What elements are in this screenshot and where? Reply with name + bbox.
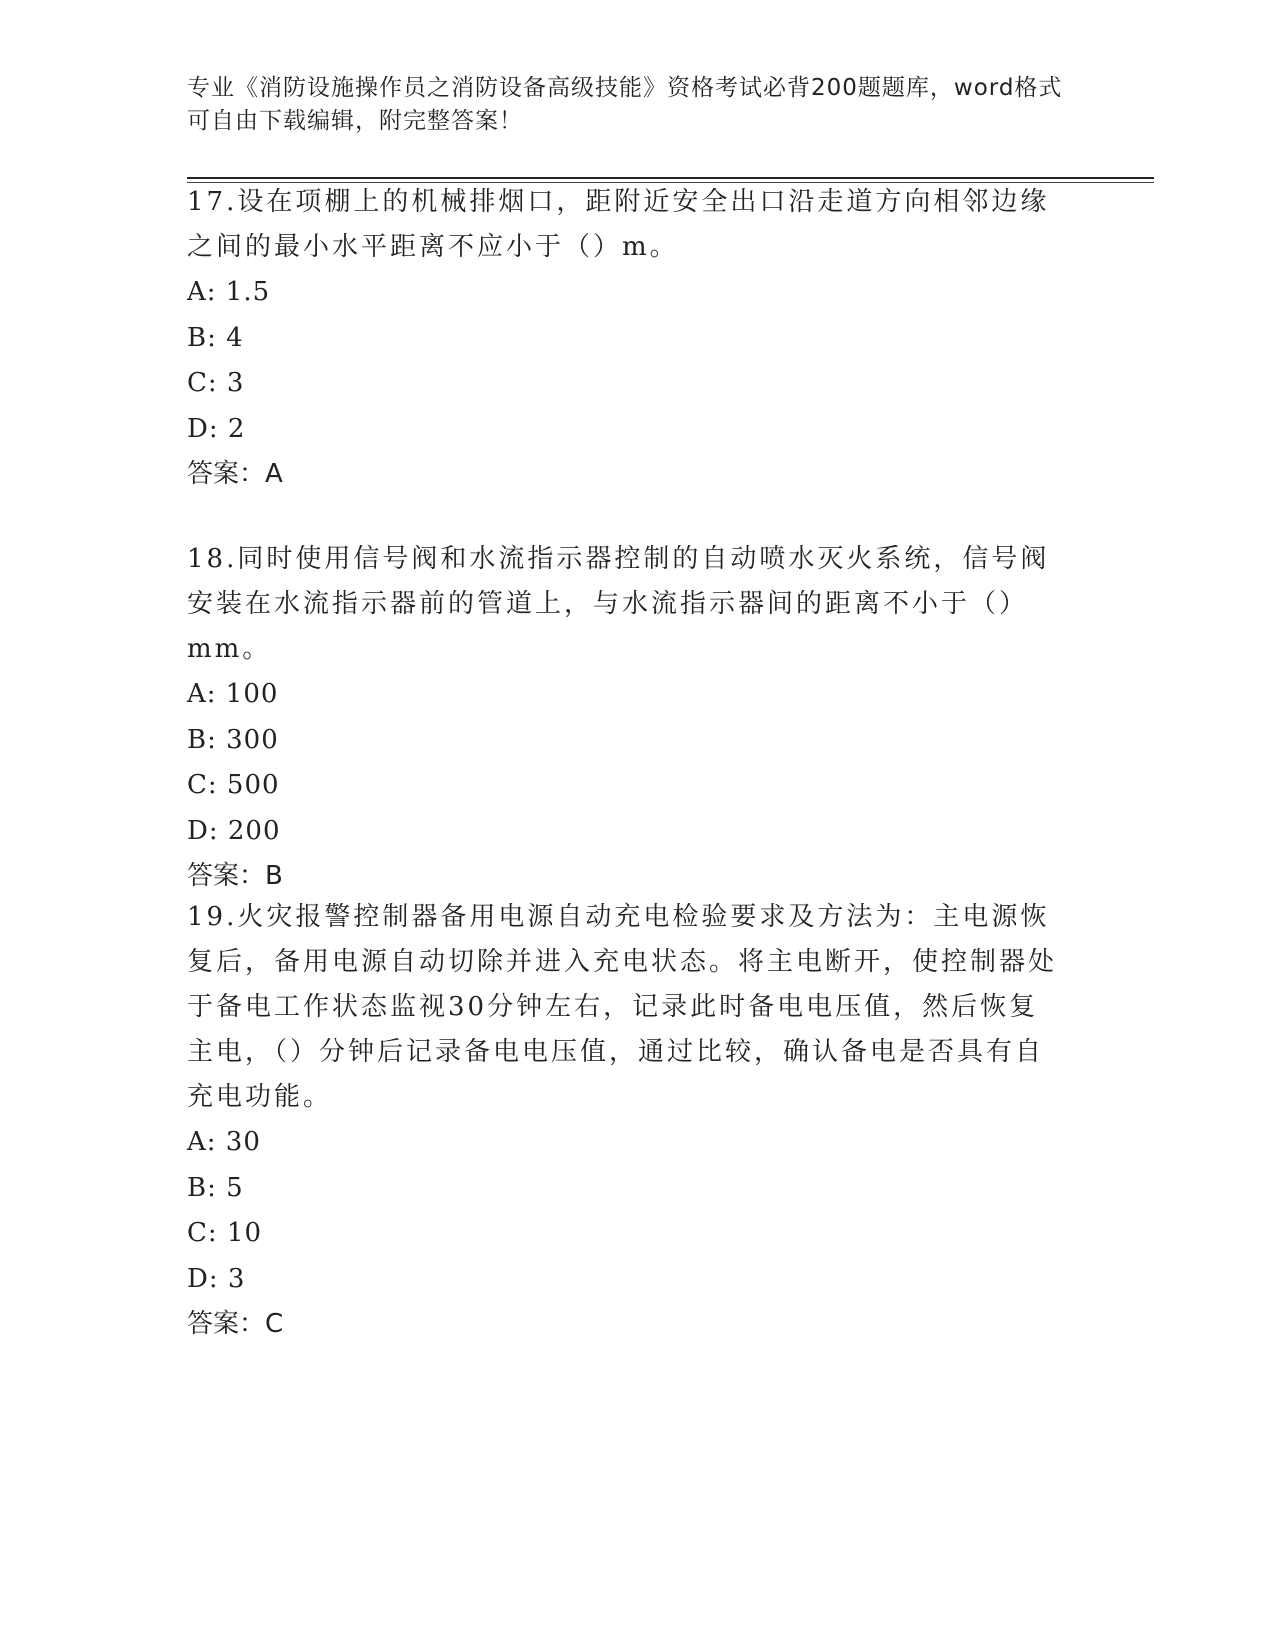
option-c: C: 3	[187, 368, 245, 398]
answer: 答案：A	[187, 459, 283, 489]
option-a: A: 100	[187, 679, 279, 709]
answer: 答案：B	[187, 861, 283, 891]
option-d: D: 3	[187, 1263, 246, 1294]
option-b: B: 4	[187, 322, 244, 353]
answer: 答案：C	[187, 1309, 284, 1339]
option-a: A: 30	[187, 1127, 261, 1157]
option-c: C: 10	[187, 1218, 263, 1248]
question-stem: 19.火灾报警控制器备用电源自动充电检验要求及方法为：主电源恢复后，备用电源自动切除并进入充电状态。将主电断开，使控制器处于备电工作状态监视30分钟左右，记录此时备电电压值，然后恢复主电，（）分钟后记录备电电压值，通过比较，确认备电是否具有自充电功能。	[187, 902, 1058, 1112]
option-b: B: 300	[187, 724, 279, 755]
header-divider	[187, 177, 1154, 179]
question-stem: 18.同时使用信号阀和水流指示器控制的自动喷水灭火系统，信号阀安装在水流指示器前的管道上，与水流指示器间的距离不小于（）mm。	[187, 544, 1050, 664]
document-header: 专业《消防设施操作员之消防设备高级技能》资格考试必背200题题库，word格式可自由下载编辑，附完整答案！	[187, 75, 1063, 134]
option-a: A: 1.5	[187, 277, 271, 307]
question-stem: 17.设在项棚上的机械排烟口，距附近安全出口沿走道方向相邻边缘之间的最小水平距离不应小于（）m。	[187, 187, 1050, 262]
question-19	[187, 895, 1067, 1347]
option-d: D: 2	[187, 413, 246, 444]
option-c: C: 500	[187, 770, 280, 800]
option-d: D: 200	[187, 815, 281, 846]
option-b: B: 5	[187, 1172, 244, 1203]
question-17	[187, 180, 1067, 497]
question-18	[187, 537, 1067, 899]
